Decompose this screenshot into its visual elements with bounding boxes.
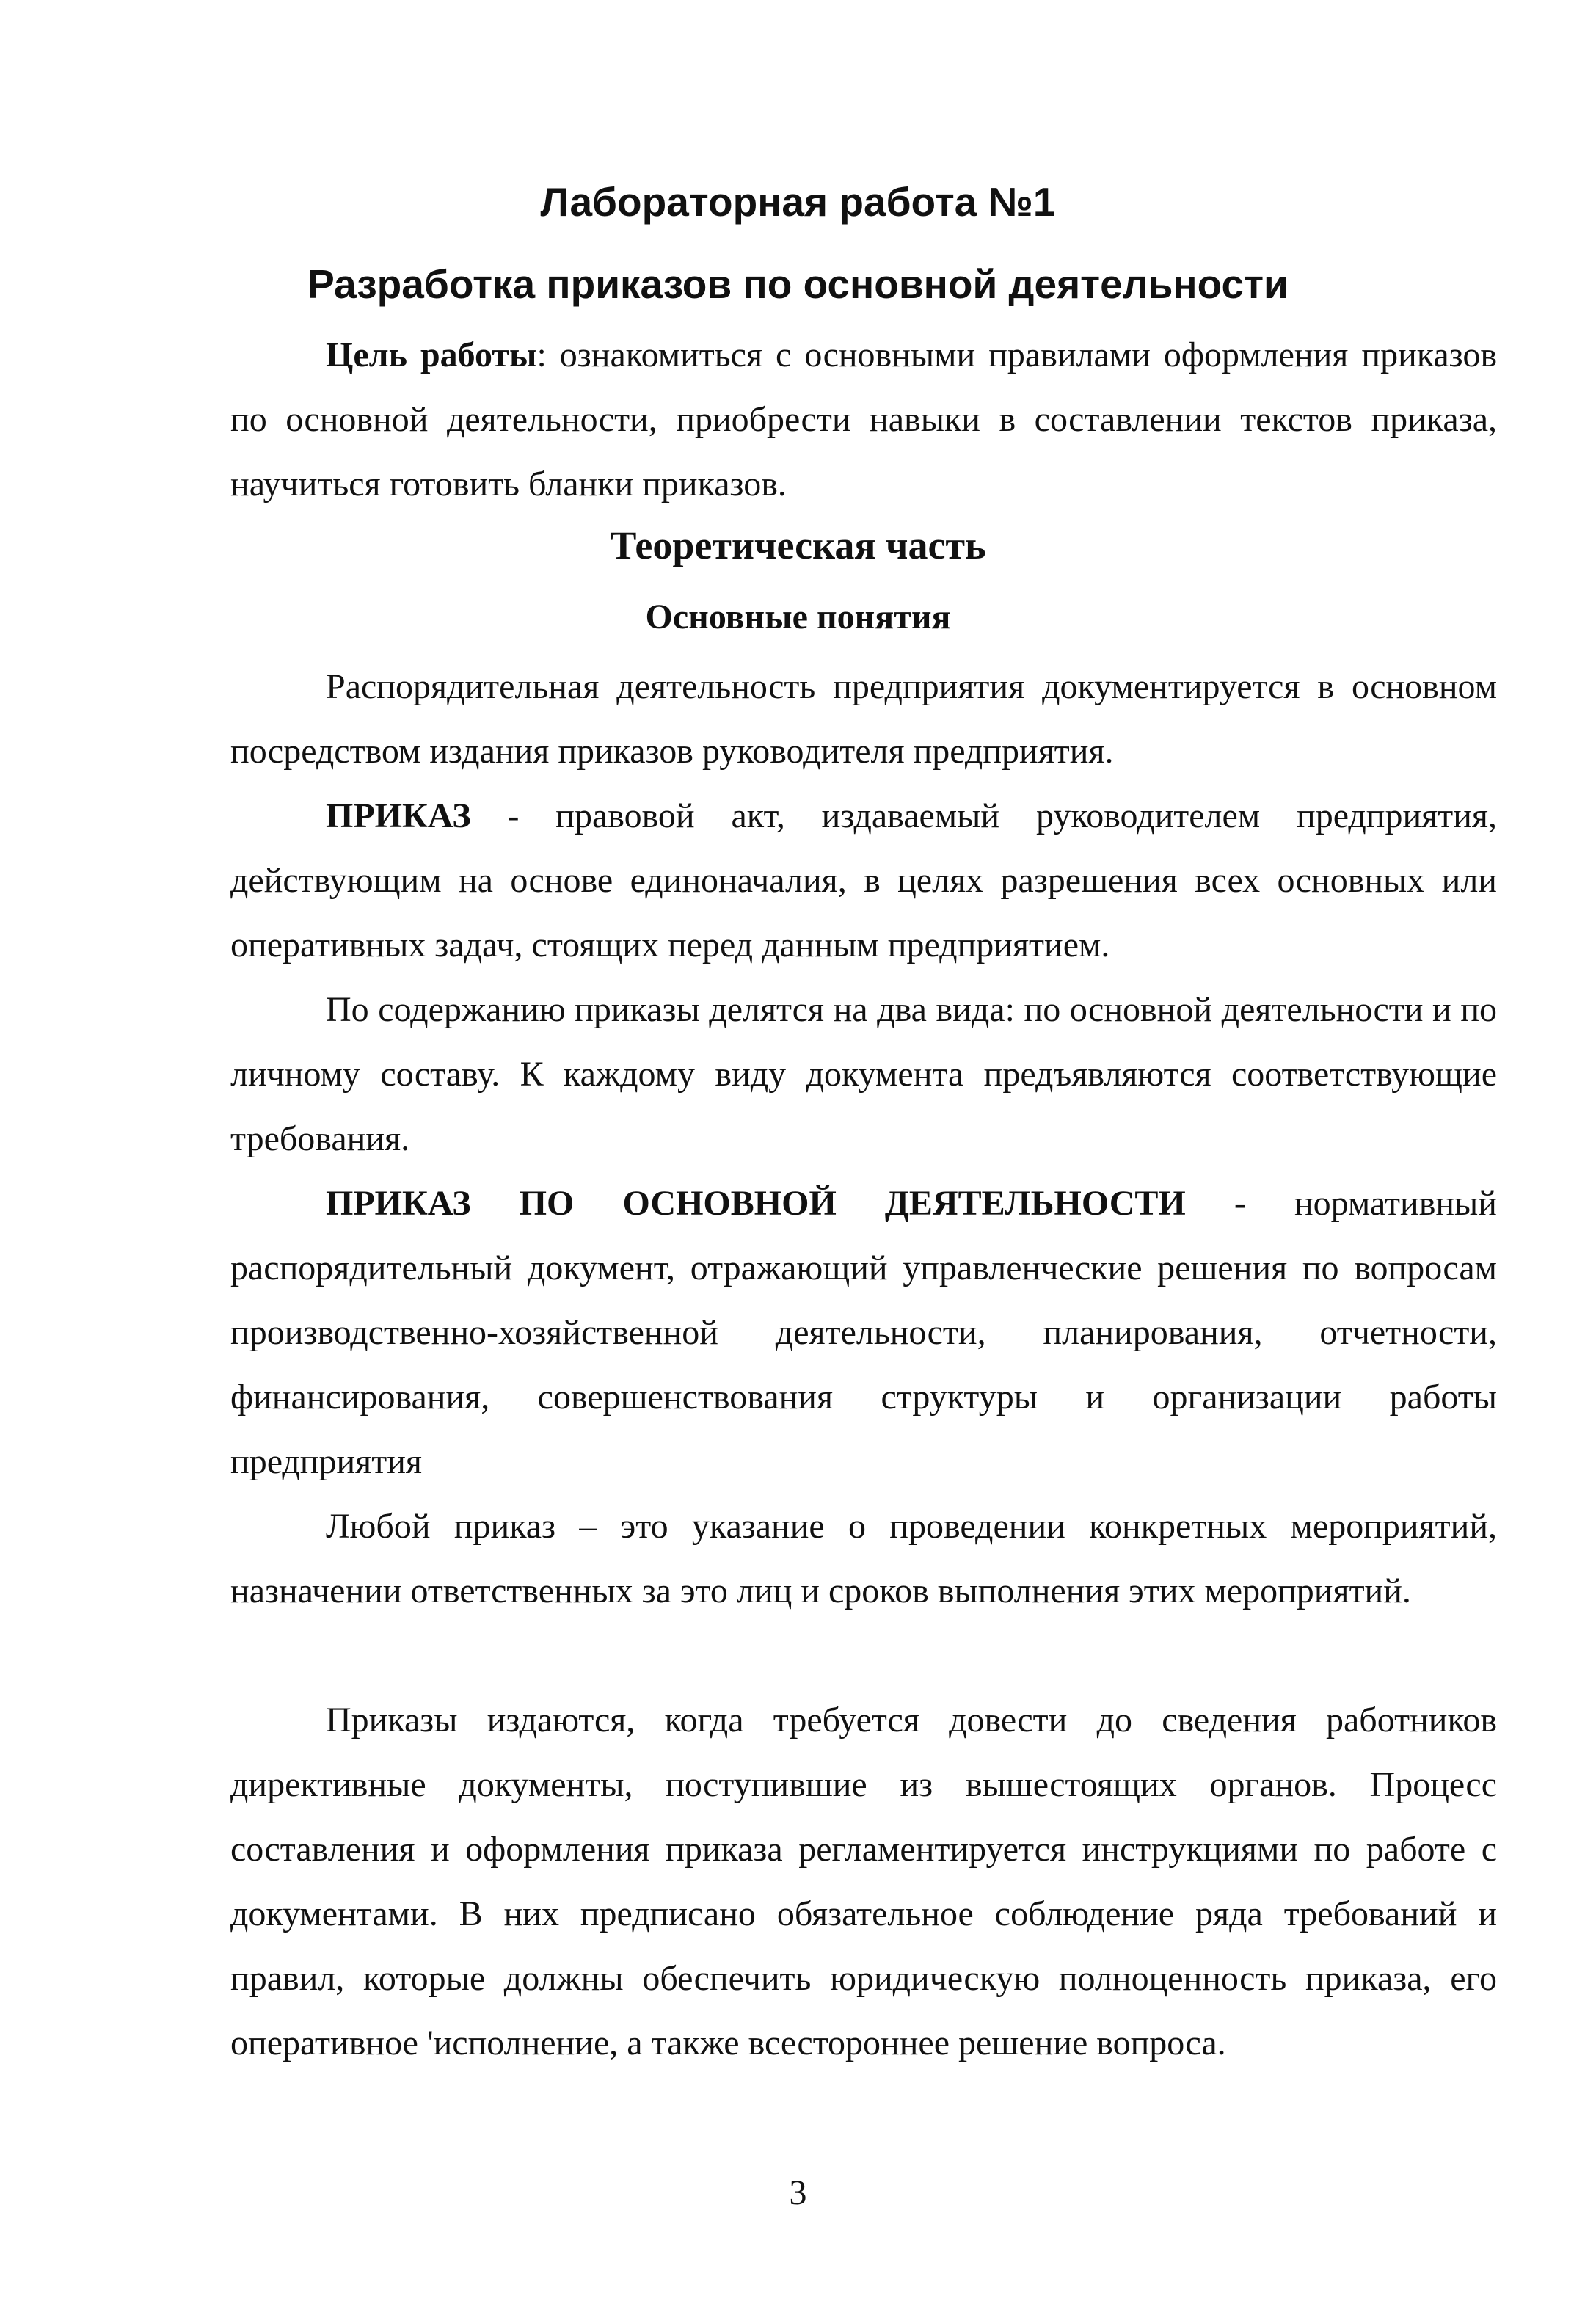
main-activity-order-text: - нормативный распорядительный документ, отражающий управленческие решения по вопросам производственно-хозяйственной деятельности, планирования, отчетности, финансирования, совершенствования структуры и организации работы предприятия [230,1184,1497,1481]
subsection-title: Основные понятия [645,597,951,636]
page-number: 3 [789,2173,807,2212]
goal-text: : ознакомиться с основными правилами оформления приказов по основной деятельности, приобрести навыки в составлении текстов приказа, научиться готовить бланки приказов. [230,335,1498,504]
page-title: Лабораторная работа №1 [540,179,1056,225]
paragraph-any-order: Любой приказ – это указание о проведении конкретных мероприятий, назначении ответственных за это лиц и сроков выполнения этих мероприятий. [230,1507,1497,1610]
paragraph-intro: Распорядительная деятельность предприятия документируется в основном посредством издания приказов руководителя предприятия. [230,667,1497,771]
paragraph-order-definition [230,784,1497,978]
term-main-activity-order: ПРИКАЗ ПО ОСНОВНОЙ ДЕЯТЕЛЬНОСТИ [326,1184,1186,1223]
paragraph-main-activity-order [230,1171,1497,1494]
order-definition-text: - правовой акт, издаваемый руководителем предприятия, действующим на основе единоначалия, в целях разрешения всех основных или оперативных задач, стоящих перед данным предприятием. [230,796,1497,964]
page-subtitle: Разработка приказов по основной деятельности [307,261,1289,307]
paragraph-order-issuance: Приказы издаются, когда требуется довести до сведения работников директивные документы, поступившие из вышестоящих органов. Процесс составления и оформления приказа регламентируется инструкциями по работе с документами. В них предписано обязательное соблюдение ряда требований и правил, которые должны обеспечить юридическую полноценность приказа, его оперативное 'исполнение, а также всестороннее решение вопроса. [230,1701,1497,2062]
paragraph-order-types: По содержанию приказы делятся на два вида: по основной деятельности и по личному составу. К каждому виду документа предъявляются соответствующие требования. [230,990,1497,1158]
goal-label: Цель работы [326,335,537,374]
goal-paragraph [230,323,1497,517]
term-order: ПРИКАЗ [326,796,471,835]
section-title: Теоретическая часть [610,523,986,567]
